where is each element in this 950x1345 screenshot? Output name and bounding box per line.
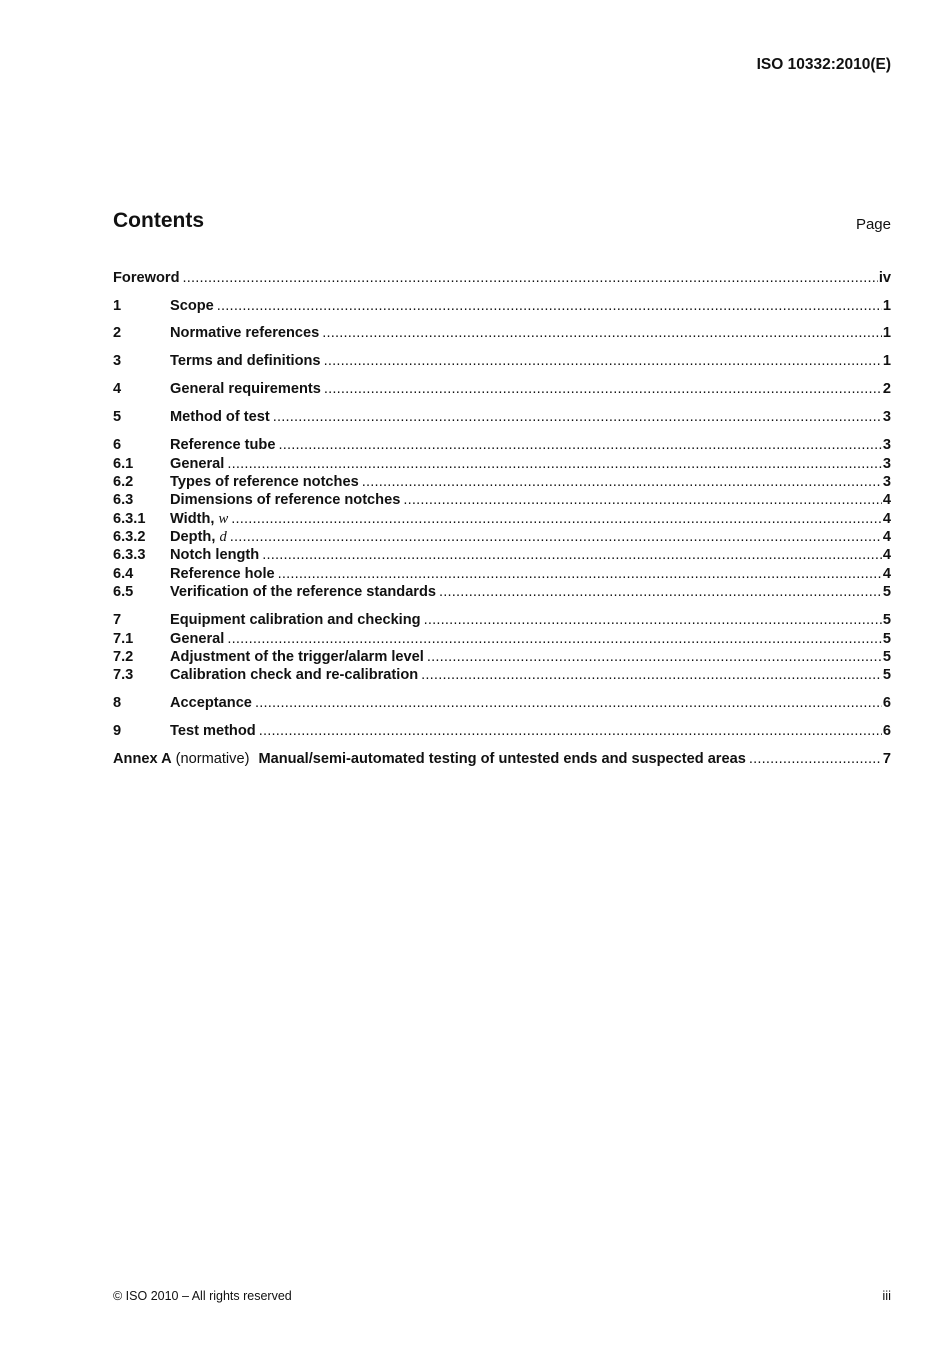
leader-dots [324, 352, 882, 370]
toc-entry-page: 3 [882, 437, 891, 453]
document-id-header: ISO 10332:2010(E) [756, 56, 891, 73]
width-symbol: w [218, 511, 229, 527]
toc-entry-page: 6 [882, 723, 891, 739]
toc-entry-number: 7.1 [113, 631, 134, 647]
toc-entry-foreword[interactable] [113, 269, 891, 287]
toc-entry[interactable] [113, 565, 891, 583]
toc-entry[interactable] [113, 528, 891, 546]
toc-entry-label: General requirements [170, 381, 321, 397]
toc-entry-number: 6.1 [113, 456, 134, 472]
leader-dots [182, 269, 877, 287]
toc-entry-label: Verification of the reference standards [170, 584, 437, 600]
toc-entry-label: Reference hole [170, 566, 275, 582]
toc-entry-page: 4 [882, 511, 891, 527]
toc-entry-number: 7.3 [113, 667, 134, 683]
toc-entry[interactable] [113, 630, 891, 648]
annex-qualifier: (normative) [175, 751, 250, 767]
toc-entry-label [170, 528, 227, 546]
toc-entry-number: 3 [113, 353, 122, 369]
toc-entry[interactable] [113, 455, 891, 473]
toc-entry-page: 4 [882, 566, 891, 582]
toc-entry-number: 6.3.1 [113, 511, 146, 527]
toc-entry-number: 1 [113, 298, 122, 314]
leader-dots [227, 630, 882, 648]
toc-entry-label: Normative references [170, 325, 320, 341]
toc-entry-number: 7 [113, 612, 122, 628]
toc-entry[interactable] [113, 380, 891, 398]
toc-entry[interactable] [113, 297, 891, 315]
leader-dots [259, 722, 882, 740]
copyright-notice: © ISO 2010 – All rights reserved [113, 1289, 292, 1303]
contents-title: Contents [113, 209, 204, 232]
toc-entry[interactable] [113, 546, 891, 564]
toc-entry-page: 1 [882, 298, 891, 314]
leader-dots [427, 648, 882, 666]
toc-entry-label: Terms and definitions [170, 353, 321, 369]
toc-entry-number: 7.2 [113, 649, 134, 665]
annex-title: Manual/semi-automated testing of untested ends and suspected areas [258, 751, 746, 767]
toc-entry-label: Scope [170, 298, 214, 314]
toc-entry[interactable] [113, 324, 891, 342]
toc-entry-page: 6 [882, 695, 891, 711]
page-column-label: Page [855, 216, 891, 233]
toc-entry[interactable] [113, 666, 891, 684]
toc-entry[interactable] [113, 408, 891, 426]
toc-entry-label: Notch length [170, 547, 260, 563]
toc-entry-page: 3 [882, 409, 891, 425]
toc-entry-page: 2 [882, 381, 891, 397]
leader-dots [278, 565, 882, 583]
leader-dots [362, 473, 882, 491]
toc-entry-label: Dimensions of reference notches [170, 492, 401, 508]
toc-entry-number: 6.2 [113, 474, 134, 490]
toc-entry-page: 4 [882, 547, 891, 563]
toc-entry-page: 5 [882, 612, 891, 628]
leader-dots [324, 380, 882, 398]
toc-entry-label [170, 510, 228, 528]
toc-entry-label: Equipment calibration and checking [170, 612, 421, 628]
toc-entry-page: 5 [882, 584, 891, 600]
toc-entry-number: 5 [113, 409, 122, 425]
toc-entry-number: 6.4 [113, 566, 134, 582]
toc-entry[interactable] [113, 352, 891, 370]
toc-entry-page: 4 [882, 492, 891, 508]
toc-entry-number: 9 [113, 723, 122, 739]
leader-dots [278, 436, 881, 454]
toc-entry-label: Adjustment of the trigger/alarm level [170, 649, 424, 665]
leader-dots [255, 694, 882, 712]
toc-entry-page: 5 [882, 649, 891, 665]
toc-entry-number: 6.3.2 [113, 529, 146, 545]
toc-entry-label: Types of reference notches [170, 474, 359, 490]
leader-dots [231, 510, 882, 528]
toc-entry[interactable] [113, 436, 891, 454]
toc-entry-number: 4 [113, 381, 122, 397]
toc-entry-label-text: Depth, [170, 529, 220, 545]
toc-entry-label: Reference tube [170, 437, 276, 453]
toc-entry[interactable] [113, 473, 891, 491]
leader-dots [421, 666, 882, 684]
leader-dots [230, 528, 882, 546]
toc-entry-label: Test method [170, 723, 256, 739]
toc-entry-label: Method of test [170, 409, 270, 425]
leader-dots [749, 750, 882, 768]
toc-entry-label: General [170, 631, 225, 647]
leader-dots [262, 546, 882, 564]
toc-entry[interactable] [113, 694, 891, 712]
toc-entry-annex-a[interactable] [113, 750, 891, 768]
toc-entry-page: 7 [882, 751, 891, 767]
toc-entry-label: General [170, 456, 225, 472]
toc-entry-number: 6.3.3 [113, 547, 146, 563]
toc-entry-page: 3 [882, 474, 891, 490]
page-number: iii [882, 1288, 891, 1303]
toc-entry[interactable] [113, 510, 891, 528]
toc-entry-label-text: Width, [170, 511, 219, 527]
toc-entry[interactable] [113, 648, 891, 666]
leader-dots [424, 611, 882, 629]
toc-entry[interactable] [113, 722, 891, 740]
toc-entry-page: iv [878, 270, 891, 286]
toc-entry-page: 3 [882, 456, 891, 472]
toc-entry-number: 2 [113, 325, 122, 341]
leader-dots [439, 583, 882, 601]
toc-entry-number: 6.5 [113, 584, 134, 600]
toc-entry-number: 6.3 [113, 492, 134, 508]
leader-dots [322, 324, 882, 342]
toc-entry-page: 5 [882, 667, 891, 683]
leader-dots [217, 297, 882, 315]
leader-dots [273, 408, 882, 426]
leader-dots [403, 491, 882, 509]
toc-entry-page: 1 [882, 325, 891, 341]
toc-entry[interactable] [113, 611, 891, 629]
toc-entry-number: 6 [113, 437, 122, 453]
toc-entry[interactable] [113, 583, 891, 601]
toc-entry-page: 1 [882, 353, 891, 369]
toc-entry-page: 5 [882, 631, 891, 647]
toc-entry-number: 8 [113, 695, 122, 711]
toc-entry-label: Acceptance [170, 695, 252, 711]
leader-dots [227, 455, 882, 473]
toc-entry-label: Calibration check and re-calibration [170, 667, 419, 683]
toc-entry-label: Foreword [113, 270, 180, 286]
toc-entry[interactable] [113, 491, 891, 509]
annex-prefix: Annex A [113, 751, 172, 767]
depth-symbol: d [219, 529, 227, 545]
toc-entry-page: 4 [882, 529, 891, 545]
